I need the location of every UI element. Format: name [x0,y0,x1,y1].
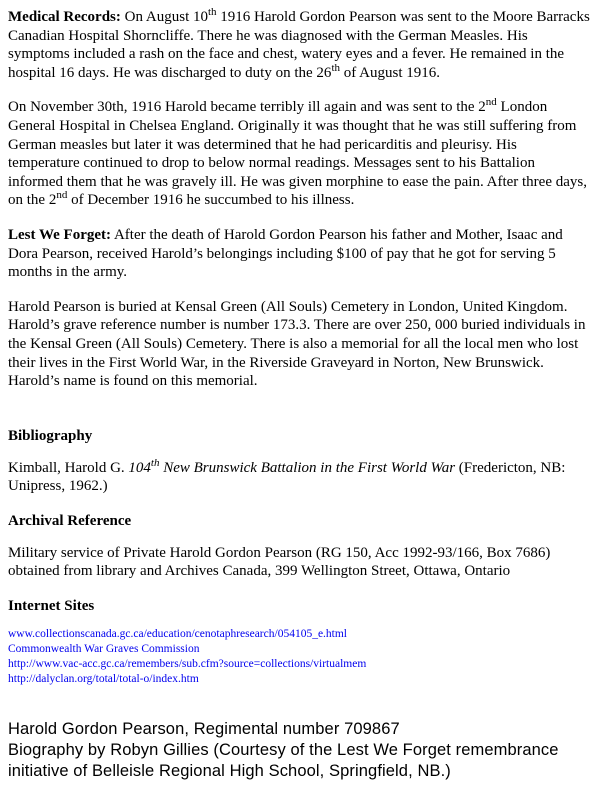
burial-text: Harold Pearson is buried at Kensal Green (All Souls) Cemetery in London, United Kingdom. Harold’s grave reference number is number 173.3. There are over 250, 000 buried individuals in the Kensal Green (All Souls) Cemetery. There is also a memorial for all the local men who lost their lives in the First World War, in the Riverside Graveyard in Norton, New Brunswick. Harold’s name is found on this memorial. [8,298,586,390]
medical-text-2: 1916 Harold Gordon Pearson was sent to the Moore Barracks Canadian Hospital Shorncliffe. There he was diagnosed with the German Measles. His symptoms included a rash on the face and chest, watery eyes and a fever. He remained in the hospital 16 days. He was discharged to duty on the 26 [8,9,590,81]
burial-paragraph [8,298,592,391]
lest-we-forget-label: Lest We Forget: [8,226,112,243]
link-vac[interactable]: http://www.vac-acc.gc.ca/remembers/sub.cfm?source=collections/virtualmem [8,658,367,671]
footer-credits [8,719,598,782]
bibliography-heading: Bibliography [8,427,93,444]
medical-text-3: of August 1916. [340,64,441,81]
link-dalyclan[interactable]: http://dalyclan.org/total/total-o/index.htm [8,673,199,686]
illness-sup-1: nd [485,96,497,109]
medical-records-label: Medical Records: [8,9,121,25]
footer-line-3: initiative of Belleisle Regional High School, Springfield, NB.) [8,762,451,780]
footer-line-1: Harold Gordon Pearson, Regimental number 709867 [8,720,400,738]
document-body [8,8,592,687]
bibliography-author: Kimball, Harold G. [8,459,129,476]
link-collections-canada[interactable]: www.collectionscanada.gc.ca/education/cenotaphresearch/054105_e.html [8,628,348,641]
lest-we-forget-paragraph [8,226,592,282]
medical-sup-1: th [207,6,217,18]
bibliography-title [128,456,456,476]
bibliography-title-text: New Brunswick Battalion in the First World War [159,459,456,476]
link-cwgc[interactable]: Commonwealth War Graves Commission [8,643,200,656]
internet-sites-heading: Internet Sites [8,598,95,615]
illness-sup-2: nd [56,189,68,202]
illness-paragraph [8,98,592,210]
medical-sup-2: th [331,61,340,74]
archival-reference-text: Military service of Private Harold Gordon Pearson (RG 150, Acc 1992-93/166, Box 7686) obtained from library and Archives Canada, 399 Wellington Street, Ottawa, Ontario [8,544,551,580]
bibliography-title-number: 104 [128,459,151,476]
medical-text-1: On August 10 [120,9,208,25]
bibliography-entry [8,456,592,496]
bibliography-publisher: (Fredericton, NB: Unipress, 1962.) [8,459,566,495]
medical-records-paragraph [8,8,592,82]
illness-text-3: of December 1916 he succumbed to his illness. [67,192,355,209]
footer-line-2: Biography by Robyn Gillies (Courtesy of the Lest We Forget remembrance [8,741,559,759]
illness-text-2: London General Hospital in Chelsea England. Originally it was thought that he was still suffering from German measles but later it was determined that he had pericarditis and pleurisy. His temperature continued to drop to below normal readings. Messages sent to his Battalion informed them that he was gravely ill. He was given morphine to ease the pain. After three days, on the 2 [8,99,587,209]
internet-links-list [8,627,592,687]
bibliography-title-sup: th [150,456,160,469]
archival-reference-heading: Archival Reference [8,512,132,529]
illness-text-1: On November 30th, 1916 Harold became terribly ill again and was sent to the 2 [8,99,486,116]
lest-we-forget-text: After the death of Harold Gordon Pearson his father and Mother, Isaac and Dora Pearson, received Harold’s belongings including $100 of pay that he got for serving 5 months in the army. [8,226,563,281]
